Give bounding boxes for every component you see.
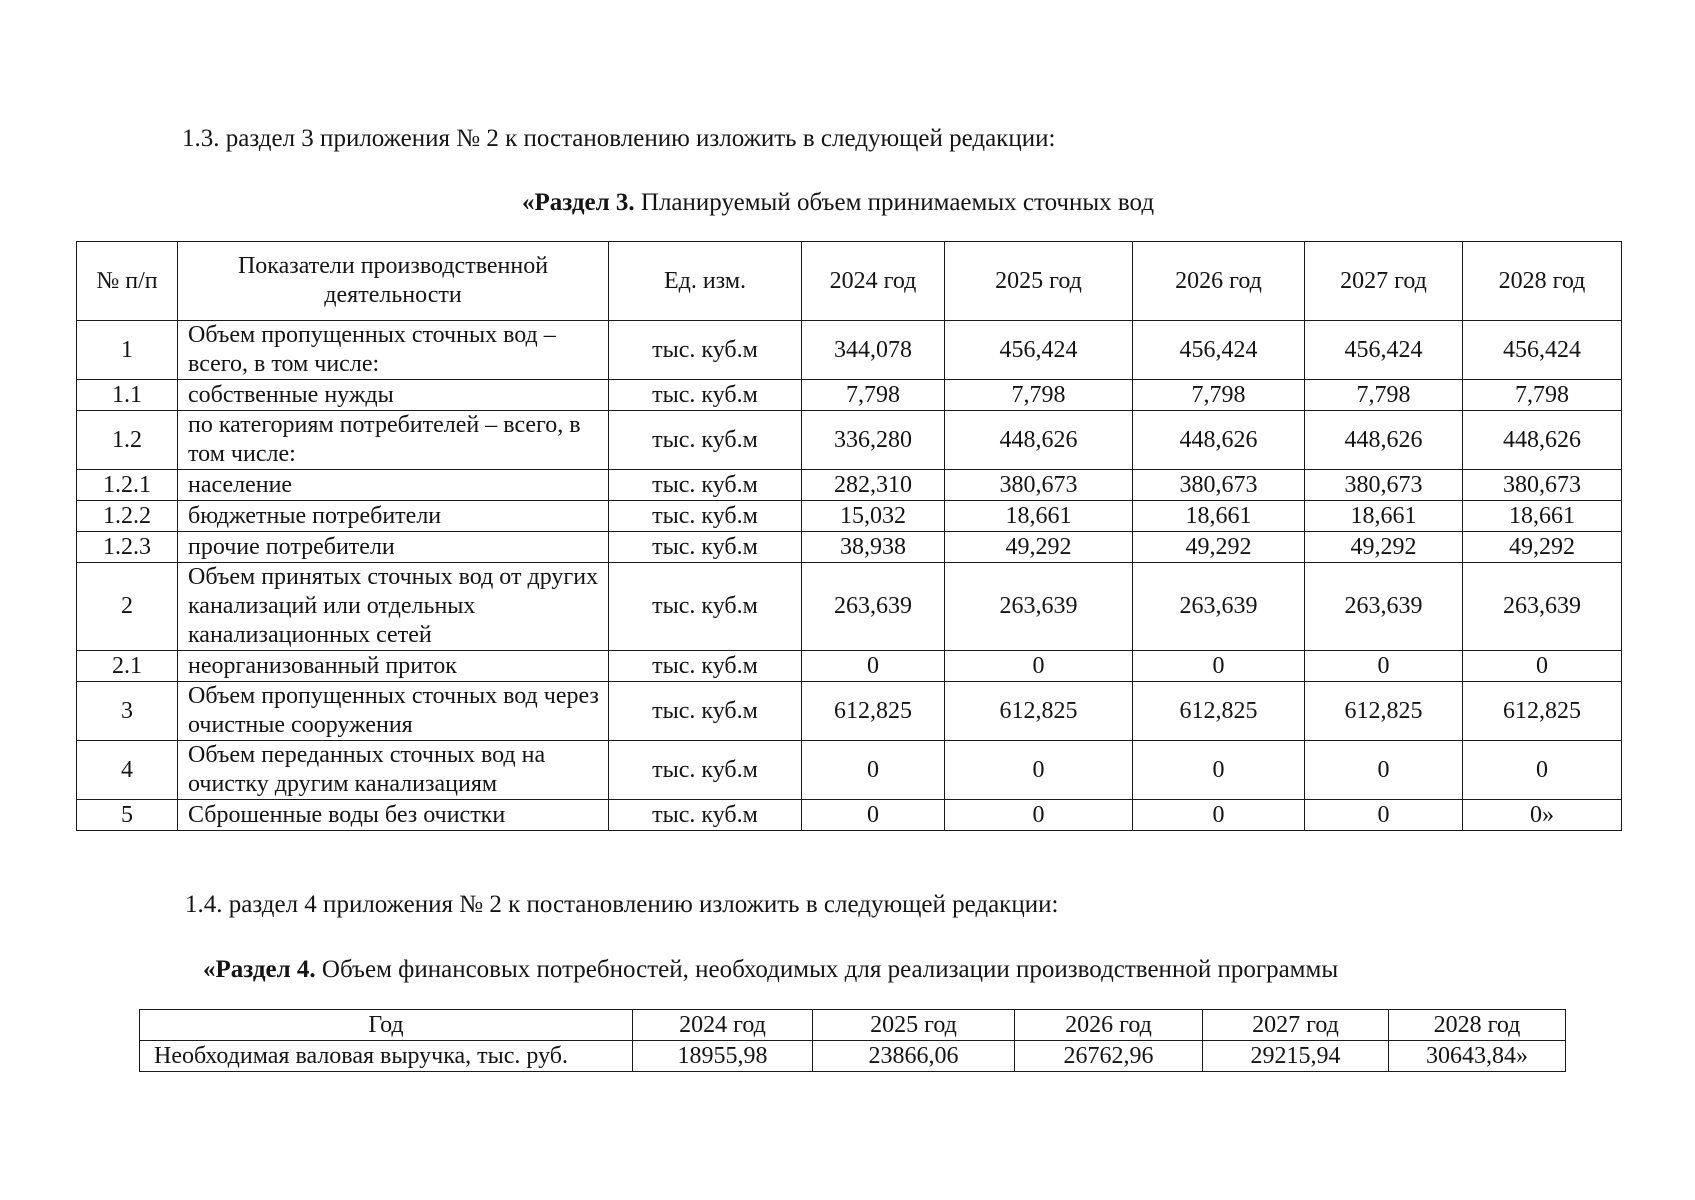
row-2027: 0 (1305, 800, 1463, 831)
row-num: 1.2.2 (77, 501, 178, 532)
row-2026: 456,424 (1133, 321, 1305, 380)
row-unit: тыс. куб.м (609, 651, 802, 682)
table-row (77, 682, 1622, 741)
header-indicator: Показатели производственной деятельности (178, 242, 609, 321)
row-2026: 18,661 (1133, 501, 1305, 532)
row-2025: 0 (945, 800, 1133, 831)
row-unit: тыс. куб.м (609, 741, 802, 800)
section-3-title (522, 188, 1154, 218)
row-num: 1.2.3 (77, 532, 178, 563)
header-2027: 2027 год (1305, 242, 1463, 321)
table-row (140, 1041, 1566, 1072)
row-2027: 49,292 (1305, 532, 1463, 563)
row-num: 3 (77, 682, 178, 741)
row-2024: 336,280 (802, 411, 945, 470)
row-2026: 612,825 (1133, 682, 1305, 741)
table-row (77, 651, 1622, 682)
year-2026: 2026 год (1015, 1010, 1203, 1041)
row-2026: 0 (1133, 800, 1305, 831)
row-indicator: собственные нужды (178, 380, 609, 411)
table-row (77, 321, 1622, 380)
table-header-row (77, 242, 1622, 321)
row-2025: 448,626 (945, 411, 1133, 470)
row-2027: 18,661 (1305, 501, 1463, 532)
year-2024: 2024 год (633, 1010, 813, 1041)
revenue-2025: 23866,06 (813, 1041, 1015, 1072)
row-2027: 612,825 (1305, 682, 1463, 741)
row-2025: 380,673 (945, 470, 1133, 501)
row-2026: 380,673 (1133, 470, 1305, 501)
year-label: Год (140, 1010, 633, 1041)
row-2024: 15,032 (802, 501, 945, 532)
row-unit: тыс. куб.м (609, 682, 802, 741)
row-indicator: Объем пропущенных сточных вод – всего, в том числе: (178, 321, 609, 380)
row-2028: 380,673 (1463, 470, 1622, 501)
row-2024: 263,639 (802, 563, 945, 651)
header-num: № п/п (77, 242, 178, 321)
row-2024: 0 (802, 651, 945, 682)
row-num: 1 (77, 321, 178, 380)
row-2024: 7,798 (802, 380, 945, 411)
row-unit: тыс. куб.м (609, 470, 802, 501)
row-2028: 0 (1463, 741, 1622, 800)
row-2027: 7,798 (1305, 380, 1463, 411)
row-2024: 612,825 (802, 682, 945, 741)
year-2025: 2025 год (813, 1010, 1015, 1041)
row-2025: 18,661 (945, 501, 1133, 532)
header-unit: Ед. изм. (609, 242, 802, 321)
row-unit: тыс. куб.м (609, 321, 802, 380)
table-row (77, 532, 1622, 563)
row-2028: 0 (1463, 651, 1622, 682)
header-2024: 2024 год (802, 242, 945, 321)
row-2024: 344,078 (802, 321, 945, 380)
row-num: 5 (77, 800, 178, 831)
section-4-title (203, 955, 1338, 985)
row-num: 2.1 (77, 651, 178, 682)
row-2025: 0 (945, 651, 1133, 682)
year-2028: 2028 год (1389, 1010, 1566, 1041)
row-indicator: неорганизованный приток (178, 651, 609, 682)
table-row (77, 470, 1622, 501)
row-2025: 263,639 (945, 563, 1133, 651)
row-2024: 0 (802, 741, 945, 800)
row-2028: 18,661 (1463, 501, 1622, 532)
year-2027: 2027 год (1203, 1010, 1389, 1041)
row-indicator: Сброшенные воды без очистки (178, 800, 609, 831)
row-2026: 0 (1133, 741, 1305, 800)
row-2028: 612,825 (1463, 682, 1622, 741)
table-row (140, 1010, 1566, 1041)
section-4-title-bold: «Раздел 4. (203, 956, 316, 983)
row-indicator: Объем пропущенных сточных вод через очистные сооружения (178, 682, 609, 741)
table-row (77, 501, 1622, 532)
row-2026: 0 (1133, 651, 1305, 682)
revenue-2024: 18955,98 (633, 1041, 813, 1072)
row-2028: 0» (1463, 800, 1622, 831)
financial-needs-table (139, 1009, 1566, 1072)
row-indicator: Объем принятых сточных вод от других канализаций или отдельных канализационных сетей (178, 563, 609, 651)
row-2024: 282,310 (802, 470, 945, 501)
header-2025: 2025 год (945, 242, 1133, 321)
row-2026: 49,292 (1133, 532, 1305, 563)
row-unit: тыс. куб.м (609, 380, 802, 411)
row-unit: тыс. куб.м (609, 501, 802, 532)
row-indicator: население (178, 470, 609, 501)
row-unit: тыс. куб.м (609, 800, 802, 831)
row-2028: 263,639 (1463, 563, 1622, 651)
section-3-title-text: Планируемый объем принимаемых сточных вод (634, 189, 1155, 216)
revenue-2028: 30643,84» (1389, 1041, 1566, 1072)
row-2028: 49,292 (1463, 532, 1622, 563)
row-2024: 0 (802, 800, 945, 831)
row-2025: 0 (945, 741, 1133, 800)
revenue-label: Необходимая валовая выручка, тыс. руб. (140, 1041, 633, 1072)
section-3-title-bold: «Раздел 3. (522, 189, 635, 216)
section-4-title-text: Объем финансовых потребностей, необходимых для реализации производственной программы (315, 956, 1339, 983)
table-row (77, 411, 1622, 470)
row-unit: тыс. куб.м (609, 563, 802, 651)
header-2026: 2026 год (1133, 242, 1305, 321)
row-2027: 380,673 (1305, 470, 1463, 501)
table-row (77, 741, 1622, 800)
row-2024: 38,938 (802, 532, 945, 563)
row-indicator: прочие потребители (178, 532, 609, 563)
row-num: 4 (77, 741, 178, 800)
row-2027: 0 (1305, 651, 1463, 682)
row-2026: 7,798 (1133, 380, 1305, 411)
table-row (77, 380, 1622, 411)
table-row (77, 800, 1622, 831)
row-2027: 456,424 (1305, 321, 1463, 380)
row-unit: тыс. куб.м (609, 411, 802, 470)
row-2028: 456,424 (1463, 321, 1622, 380)
table-row (77, 563, 1622, 651)
row-2027: 0 (1305, 741, 1463, 800)
row-num: 1.2.1 (77, 470, 178, 501)
row-2025: 49,292 (945, 532, 1133, 563)
row-2026: 263,639 (1133, 563, 1305, 651)
row-2027: 263,639 (1305, 563, 1463, 651)
row-2025: 7,798 (945, 380, 1133, 411)
row-2026: 448,626 (1133, 411, 1305, 470)
row-num: 1.2 (77, 411, 178, 470)
header-2028: 2028 год (1463, 242, 1622, 321)
row-unit: тыс. куб.м (609, 532, 802, 563)
row-num: 1.1 (77, 380, 178, 411)
wastewater-volume-table (76, 241, 1622, 831)
row-2028: 448,626 (1463, 411, 1622, 470)
revenue-2027: 29215,94 (1203, 1041, 1389, 1072)
revenue-2026: 26762,96 (1015, 1041, 1203, 1072)
row-indicator: Объем переданных сточных вод на очистку другим канализациям (178, 741, 609, 800)
row-2027: 448,626 (1305, 411, 1463, 470)
paragraph-1-4: 1.4. раздел 4 приложения № 2 к постановлению изложить в следующей редакции: (185, 891, 1059, 918)
row-num: 2 (77, 563, 178, 651)
row-2025: 612,825 (945, 682, 1133, 741)
row-indicator: по категориям потребителей – всего, в том числе: (178, 411, 609, 470)
paragraph-1-3: 1.3. раздел 3 приложения № 2 к постановлению изложить в следующей редакции: (182, 125, 1056, 152)
row-indicator: бюджетные потребители (178, 501, 609, 532)
row-2025: 456,424 (945, 321, 1133, 380)
row-2028: 7,798 (1463, 380, 1622, 411)
